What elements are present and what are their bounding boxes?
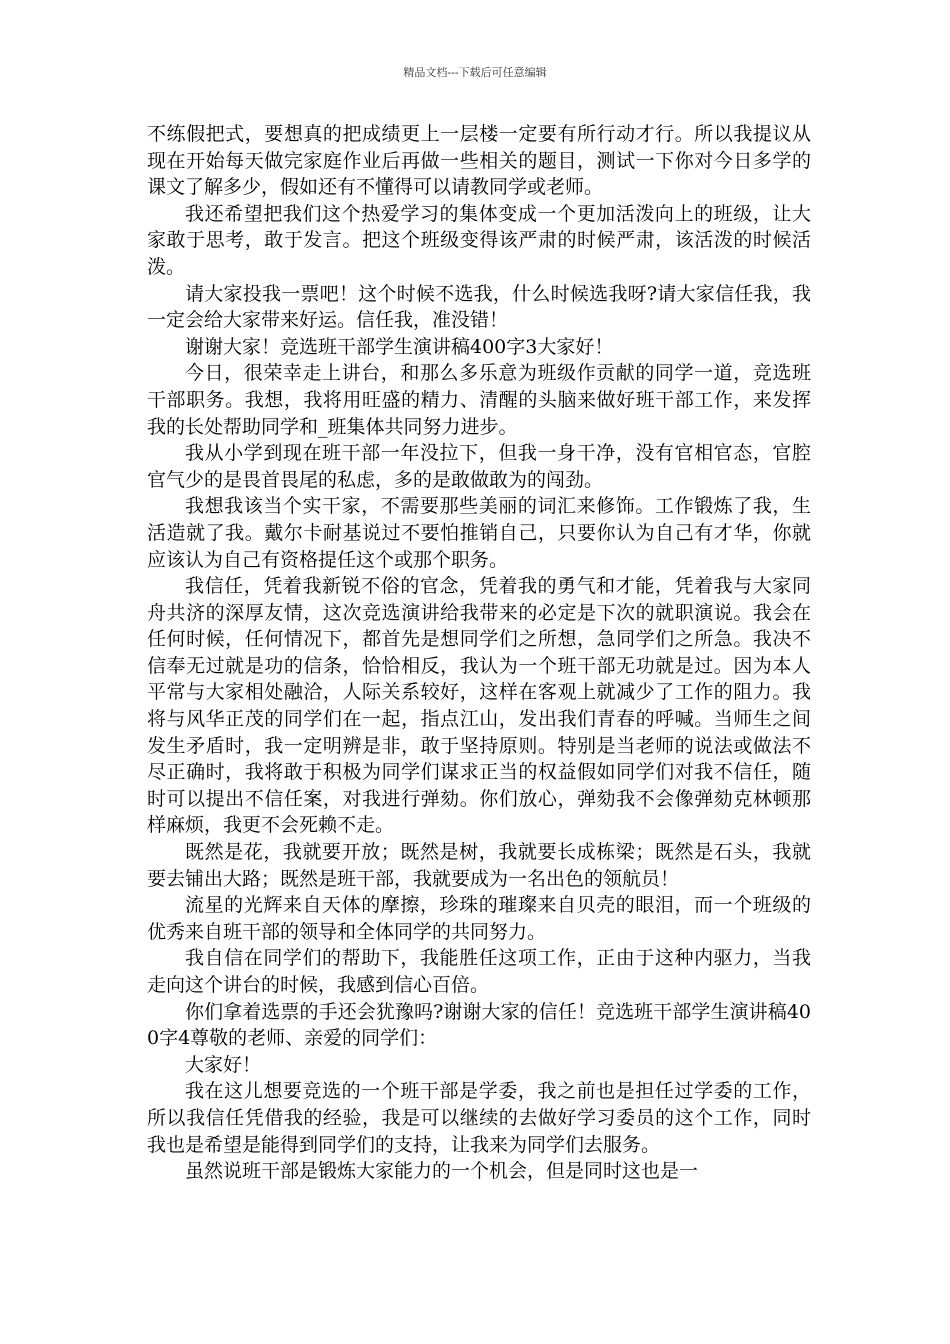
paragraph-7: 我想我该当个实干家，不需要那些美丽的词汇来修饰。工作锻炼了我，生活造就了我。戴尔卡耐基说过不要怕推销自己，只要你认为自己有才华，你就应该认为自己有资格提任这个或那个职务。 (147, 495, 811, 571)
paragraph-4: 谢谢大家！竞选班干部学生演讲稿400字3大家好！ (185, 335, 614, 358)
paragraph-13: 大家好！ (185, 1053, 262, 1076)
document-body (147, 121, 811, 1185)
paragraph-12: 你们拿着选票的手还会犹豫吗?谢谢大家的信任！竞选班干部学生演讲稿400字4尊敬的老师、亲爱的同学们： (147, 1000, 811, 1050)
paragraph-2: 我还希望把我们这个热爱学习的集体变成一个更加活泼向上的班级，让大家敢于思考，敢于发言。把这个班级变得该严肃的时候严肃，该活泼的时候活泼。 (147, 202, 811, 278)
paragraph-11: 我自信在同学们的帮助下，我能胜任这项工作，正由于这种内驱力，当我走向这个讲台的时候，我感到信心百倍。 (147, 947, 811, 996)
paragraph-8: 我信任，凭着我新锐不俗的官念，凭着我的勇气和才能，凭着我与大家同舟共济的深厚友情，这次竞选演讲给我带来的必定是下次的就职演说。我会在任何时候，任何情况下，都首先是想同学们之所想，急同学们之所急。我决不信奉无过就是功的信条，恰恰相反，我认为一个班干部无功就是过。因为本人平常与大家相处融洽，人际关系较好，这样在客观上就减少了工作的阻力。我将与风华正茂的同学们在一起，指点江山，发出我们青春的呼喊。当师生之间发生矛盾时，我一定明辨是非，敢于坚持原则。特别是当老师的说法或做法不尽正确时，我将敢于积极为同学们谋求正当的权益假如同学们对我不信任，随时可以提出不信任案，对我进行弹劾。你们放心，弹劾我不会像弹劾克林顿那样麻烦，我更不会死赖不走。 (147, 575, 811, 837)
paragraph-9: 既然是花，我就要开放；既然是树，我就要长成栋梁；既然是石头，我就要去铺出大路；既然是班干部，我就要成为一名出色的领航员！ (147, 841, 811, 890)
paragraph-10: 流星的光辉来自天体的摩擦，珍珠的璀璨来自贝壳的眼泪，而一个班级的优秀来自班干部的领导和全体同学的共同努力。 (147, 894, 811, 943)
paragraph-6: 我从小学到现在班干部一年没拉下，但我一身干净，没有官相官态，官腔官气少的是畏首畏尾的私虑，多的是敢做敢为的闯劲。 (147, 442, 811, 491)
paragraph-5: 今日，很荣幸走上讲台，和那么多乐意为班级作贡献的同学一道，竞选班干部职务。我想，我将用旺盛的精力、清醒的头脑来做好班干部工作，来发挥我的长处帮助同学和_班集体共同努力进步。 (147, 362, 811, 438)
paragraph-3: 请大家投我一票吧！这个时候不选我，什么时候选我呀?请大家信任我，我一定会给大家带来好运。信任我，准没错！ (147, 282, 811, 332)
page-header: 精品文档---下载后可任意编辑 (403, 66, 547, 79)
paragraph-14: 我在这儿想要竞选的一个班干部是学委，我之前也是担任过学委的工作，所以我信任凭借我的经验，我是可以继续的去做好学习委员的这个工作，同时我也是希望是能得到同学们的支持，让我来为同学们去服务。 (147, 1080, 811, 1156)
paragraph-1: 不练假把式，要想真的把成绩更上一层楼一定要有所行动才行。所以我提议从现在开始每天做完家庭作业后再做一些相关的题目，测试一下你对今日多学的课文了解多少，假如还有不懂得可以请教同学或老师。 (147, 123, 811, 199)
paragraph-15: 虽然说班干部是锻炼大家能力的一个机会，但是同时这也是一 (185, 1160, 699, 1183)
